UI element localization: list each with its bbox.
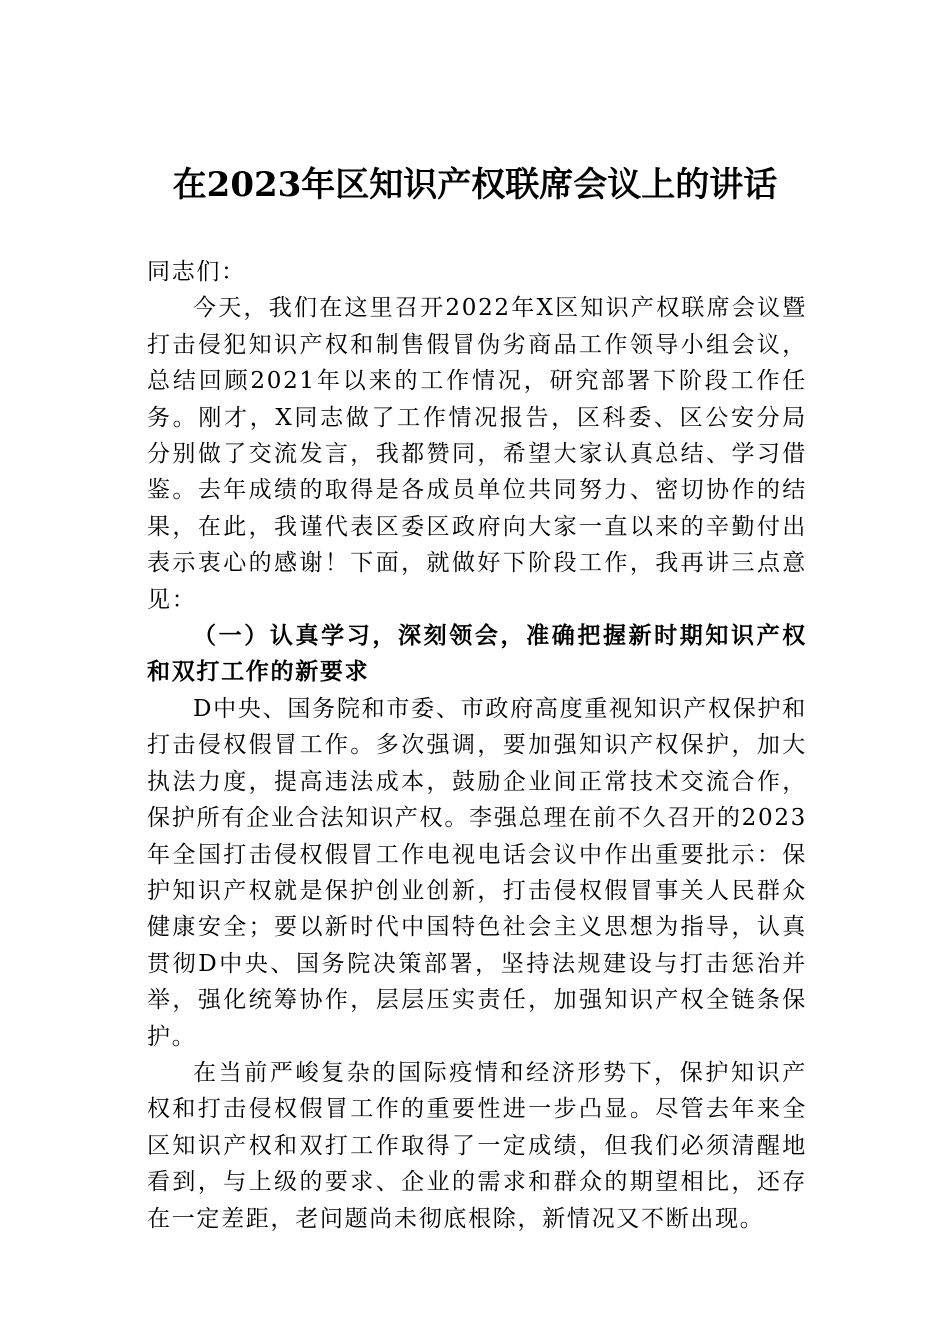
paragraph-current-situation: 在当前严峻复杂的国际疫情和经济形势下，保护知识产权和打击侵权假冒工作的重要性进一步凸显。尽管去年来全区知识产权和双打工作取得了一定成绩，但我们必须清醒地看到，与上级的要求、企业的需求和群众的期望相比，还存在一定差距，老问题尚未彻底根除，新情况又不断出现。 xyxy=(147,1059,807,1232)
section-heading: （一）认真学习，深刻领会，准确把握新时期知识产权和双打工作的新要求 xyxy=(147,622,807,686)
paragraph-central-requirements: D中央、国务院和市委、市政府高度重视知识产权保护和打击侵权假冒工作。多次强调，要加强知识产权保护，加大执法力度，提高违法成本，鼓励企业间正常技术交流合作，保护所有企业合法知识产权。李强总理在前不久召开的2023年全国打击侵权假冒工作电视电话会议中作出重要批示：保护知识产权就是保护创业创新，打击侵权假冒事关人民群众健康安全；要以新时代中国特色社会主义思想为指导，认真贯彻D中央、国务院决策部署，坚持法规建设与打击惩治并举，强化统筹协作，层层压实责任，加强知识产权全链条保护。 xyxy=(147,695,807,1050)
salutation: 同志们： xyxy=(147,259,246,285)
document-title: 在2023年区知识产权联席会议上的讲话 xyxy=(172,165,778,205)
document-body xyxy=(147,254,807,1237)
paragraph-opening: 今天，我们在这里召开2022年X区知识产权联席会议暨打击侵犯知识产权和制售假冒伪劣商品工作领导小组会议，总结回顾2021年以来的工作情况，研究部署下阶段工作任务。刚才，X同志做了工作情况报告，区科委、区公安分局分别做了交流发言，我都赞同，希望大家认真总结、学习借鉴。去年成绩的取得是各成员单位共同努力、密切协作的结果，在此，我谨代表区委区政府向大家一直以来的辛勤付出表示衷心的感谢！下面，就做好下阶段工作，我再讲三点意见： xyxy=(147,295,807,613)
